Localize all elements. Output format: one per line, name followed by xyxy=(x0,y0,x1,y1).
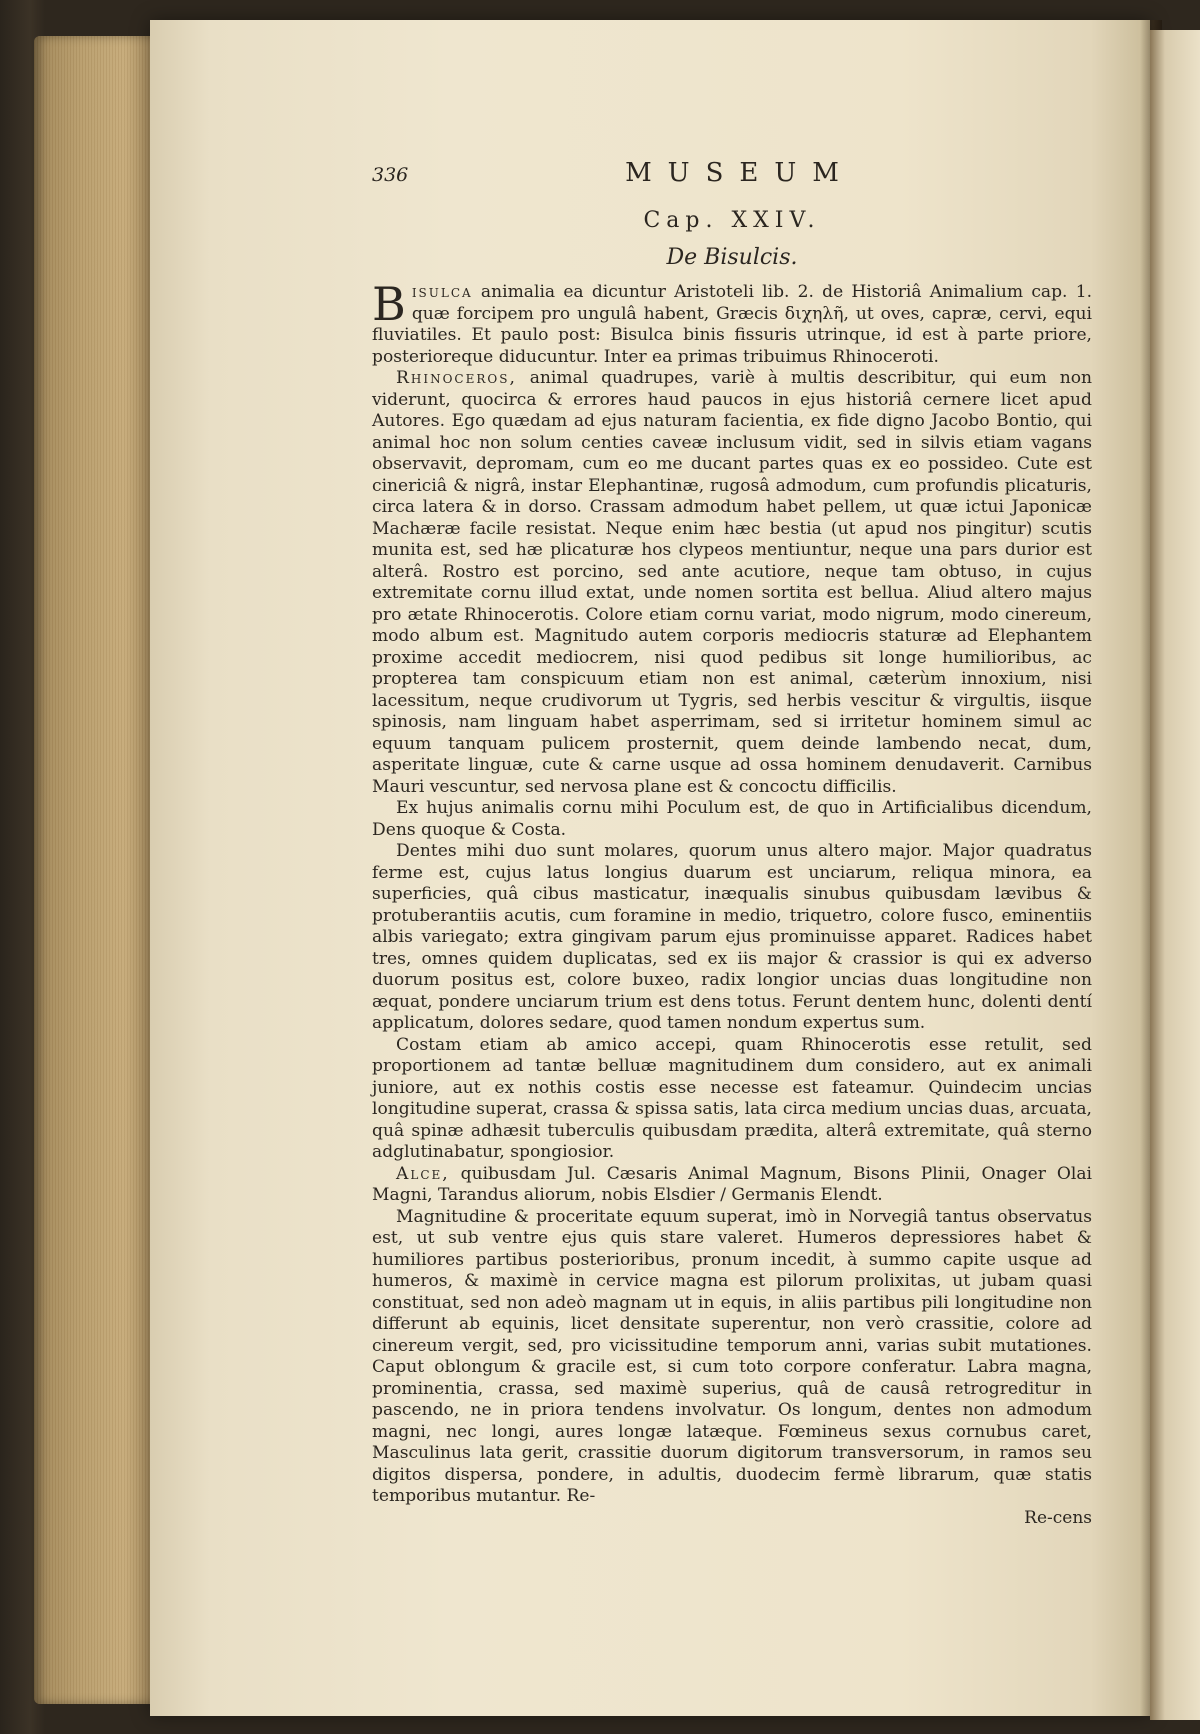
chapter-heading: Cap. XXIV. xyxy=(643,208,821,233)
body-text xyxy=(372,277,1093,1508)
paragraph-lead: Alce, xyxy=(396,1163,450,1184)
paragraph xyxy=(372,1164,1092,1207)
paragraph-text: animal quadrupes, variè à multis describitur, qui eum non viderunt, quocirca & errores haud paucos in ejus historiâ cernere licet apud Autores. Ego quædam ad ejus naturam facientia, ex fide digno Jacobo Bontio, qui animal hoc non solum centies caveæ inclusum vidit, sed in silvis etiam vagans observavit, depromam, cum eo me ducant partes quas ex eo possideo. Cute est cinericiâ & nigrâ, instar Elephantinæ, rugosâ admodum, cum profundis plicaturis, circa latera & in dorso. Crassam admodum habet pellem, ut quæ ictui Japonicæ Machæræ facile resistat. Neque enim hæc bestia (ut apud nos pingitur) scutis munita est, sed hæ plicaturæ hos clypeos mentiuntur, neque una pars durior est alterâ. Rostro est porcino, sed ante acutiore, neque tam obtuso, in cujus extremitate cornu illud extat, unde nomen sortita est bellua. Aliud altero majus pro ætate Rhinocerotis. Colore etiam cornu variat, modo nigrum, modo cinereum, modo album est. Magnitudo autem corporis mediocris staturæ ad Elephantem proxime accedit mediocrem, nisi quod pedibus sit longe humilioribus, ac propterea tam conspicuum etiam non est animal, cæterùm innoxium, nisi lacessitum, neque crudivorum ut Tygris, sed herbis vescitur & virgultis, iisque spinosis, nam linguam habet asperrimam, sed si irritetur hominem simul ac equum tanquam pulicem prosternit, quem deinde lambendo necat, dum, asperitate linguæ, cute & carne usque ad ossa hominem denudaverit. Carnibus Mauri vescuntur, sed nervosa plane est & concoctu difficilis. xyxy=(372,368,1092,797)
page-edges xyxy=(34,36,154,1704)
paragraph-lead: Rhinoceros, xyxy=(396,368,517,388)
page-header xyxy=(372,158,1092,192)
page-number: 336 xyxy=(372,164,409,186)
drop-capital: B xyxy=(372,277,406,331)
paragraph-text: Dentes mihi duo sunt molares, quorum unus altero major. Major quadratus ferme est, cujus latus longius duarum est unciarum, reliqua minora, ea superficies, quâ cibus masticatur, inæqualis sinubus quibusdam lævibus & protuberantiis acutis, cum foramine in medio, triquetro, colore fusco, eminentiis albis variegato; extra gingivam parum ejus prominuisse apparet. Radices habet tres, omnes quidem duplicatas, sed ex iis major & crassior is qui ex adverso duorum positus est, colore buxeo, radix longior uncias duas longitudine non æquat, pondere unciarum trium est dens totus. Ferunt dentem hunc, dolenti dentí applicatum, dolores sedare, quod tamen nondum expertus sum. xyxy=(372,841,1092,1033)
section-title: De Bisulcis. xyxy=(666,245,798,270)
paragraph xyxy=(372,1035,1092,1164)
paragraph-text: Magnitudine & proceritate equum superat, imò in Norvegiâ tantus observatus est, ut sub ventre ejus quis stare valeret. Humeros depressiores habet & humiliores partibus posterioribus, pronum incedit, à summo capite usque ad humeros, & maximè in cervice magna est pilorum prolixitas, ut jubam quasi constituat, sed non adeò magnam ut in equis, in aliis partibus pili longitudine non differunt ab equinis, licet densitate superentur, non verò crassitie, colore ad cinereum vergit, sed, pro vicissitudine temporum anni, varias subit mutationes. Caput oblongum & gracile est, si cum toto corpore conferatur. Labra magna, prominentia, crassa, sed maximè superius, quâ de causâ retrogreditur in pascendo, ne in priora tendens involvatur. Os longum, dentes non admodum magni, nec longi, aures longæ latæque. Fœmineus sexus cornubus caret, Masculinus lata gerit, crassitie duorum digitorum transversorum, in ramos seu digitos dispersa, pondere, in adultis, duodecim fermè librarum, quæ statis temporibus mutantur. Re- xyxy=(372,1206,1092,1506)
paragraph-lead: isulca xyxy=(411,282,473,302)
paragraph xyxy=(372,841,1092,1035)
paragraph-text: quibusdam Jul. Cæsaris Animal Magnum, Bisons Plinii, Onager Olai Magni, Tarandus aliorum, nobis Elsdier / Germanis Elendt. xyxy=(372,1163,1092,1205)
paragraph-text: animalia ea dicuntur Aristoteli lib. 2. de Historiâ Animalium cap. 1. quæ forcipem pro ungulâ habent, Græcis διχηλῆ, ut oves, capræ, cervi, equi fluviatiles. Et paulo post: Bisulca binis fissuris utrinque, id est à parte priore, posterioreque diducuntur. Inter ea primas tribuimus Rhinoceroti. xyxy=(372,282,1093,367)
catchword: Re-cens xyxy=(1024,1507,1092,1528)
paragraph xyxy=(372,798,1092,841)
page-text-block xyxy=(372,158,1092,1528)
paragraph-text: Ex hujus animalis cornu mihi Poculum est, de quo in Artificialibus dicendum, Dens quoque & Costa. xyxy=(372,798,1092,840)
running-title: MUSEUM xyxy=(625,158,855,188)
paragraph xyxy=(372,1207,1092,1508)
facing-page-edge xyxy=(1150,30,1200,1720)
paragraph-text: Costam etiam ab amico accepi, quam Rhinocerotis esse retulit, sed proportionem ad tantæ belluæ magnitudinem dum considero, aut ex animali juniore, aut ex nothis costis esse necesse est fateamur. Quindecim uncias longitudine superat, crassa & spissa satis, lata circa medium uncias duas, arcuata, quâ spinæ adhæsit tuberculis quibusdam prædita, alterâ extremitate, quâ sterno adglutinabatur, spongiosior. xyxy=(372,1034,1092,1162)
paragraph xyxy=(372,368,1092,798)
paragraph xyxy=(372,277,1093,368)
